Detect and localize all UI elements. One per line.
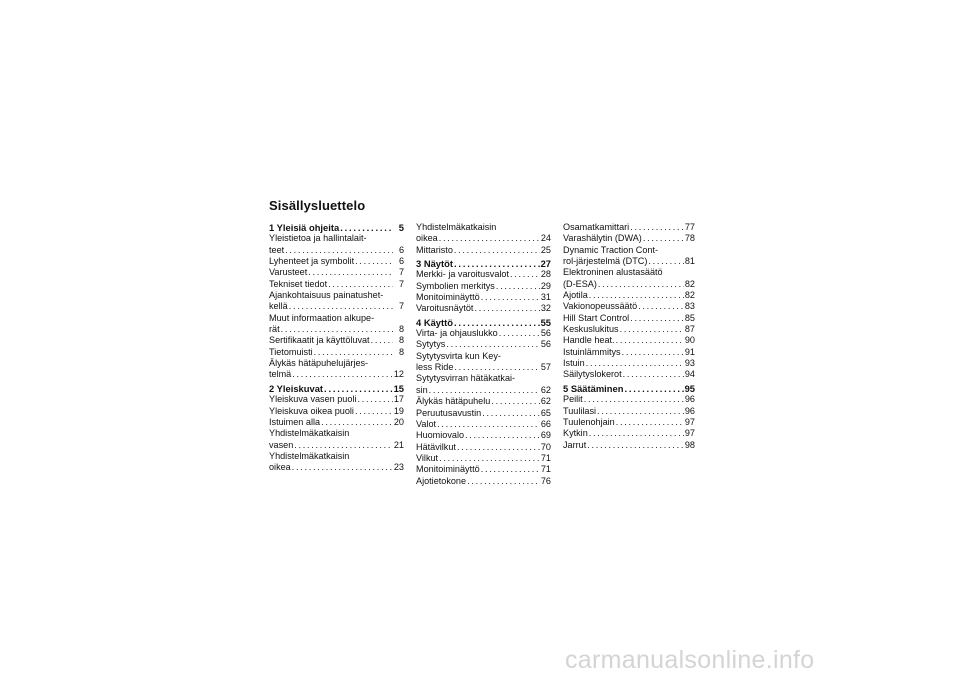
toc-entry-title: Peilit [563,394,583,405]
toc-entry-title: Jarrut [563,439,587,450]
dot-leader [340,222,393,233]
toc-page-number: 21 [393,439,404,450]
toc-entry[interactable] [269,406,404,417]
toc-entry[interactable] [563,369,695,380]
toc-page-number: 55 [540,316,551,328]
toc-entry[interactable] [416,328,551,339]
toc-entry-title: Keskuslukitus [563,324,619,335]
toc-page-number: 76 [540,475,551,486]
toc-entry-title: Tekniset tiedot [269,278,328,289]
dot-leader [496,281,540,292]
toc-chapter-entry[interactable] [563,383,695,394]
toc-entry[interactable] [269,267,404,278]
toc-entry[interactable] [563,428,695,439]
toc-entry[interactable] [563,406,695,417]
toc-entry[interactable] [563,301,695,312]
toc-page-number: 29 [540,280,551,291]
dot-leader [630,313,684,324]
toc-entry[interactable] [563,347,695,358]
dot-leader [481,464,540,475]
toc-page-number: 28 [540,269,551,280]
toc-entry-title: Tuulenohjain [563,416,615,427]
dot-leader [454,258,540,269]
toc-chapter-entry[interactable] [269,383,404,394]
toc-entry-title: sin [416,384,428,395]
toc-entry-title: (D-ESA) [563,278,597,289]
toc-entry[interactable] [416,339,551,350]
toc-entry[interactable] [269,417,404,428]
toc-entry-title: Sytytysvirran hätäkatkai- [416,373,516,384]
toc-page-number: 97 [684,428,695,439]
toc-page-number: 81 [684,256,695,267]
toc-page-number: 5 [398,222,404,233]
toc-entry-title: 3 Näytöt [416,258,453,270]
dot-leader [638,301,684,312]
toc-entry[interactable] [416,281,551,292]
toc-entry-title: Handle heat. [563,335,615,346]
toc-entry[interactable] [269,335,404,346]
toc-entry-title: teet [269,244,285,255]
toc-entry-title: Sytytysvirta kun Key- [416,350,501,361]
toc-entry-title: Huomiovalo [416,430,465,441]
toc-entry-title: Yleiskuva oikea puoli [269,405,354,416]
toc-entry[interactable] [416,303,551,314]
toc-page-number: 7 [398,267,404,278]
dot-leader [465,430,540,441]
toc-page-number: 69 [540,430,551,441]
toc-entry[interactable] [269,358,404,381]
toc-entry-title: Sytytys [416,339,446,350]
dot-leader [481,292,540,303]
toc-entry[interactable] [563,358,695,369]
toc-entry-title: Älykäs hätäpuhelu [416,396,491,407]
dot-leader [454,317,540,328]
toc-entry[interactable] [563,417,695,428]
dot-leader [328,279,393,290]
toc-page-number: 77 [684,222,695,232]
toc-page-number: 7 [398,301,404,312]
toc-entry[interactable] [269,451,404,474]
toc-page-number: 66 [540,418,551,429]
toc-entry-title: Merkki- ja varoitusvalot [416,269,509,280]
toc-page-number: 17 [393,394,404,405]
toc-entry-title: Yleiskuva vasen puoli [269,394,357,405]
toc-entry[interactable] [416,396,551,407]
toc-entry-title: Älykäs hätäpuhelujärjes- [269,358,369,369]
toc-page-number: 15 [393,382,404,394]
toc-entry-title: Lyhenteet ja symbolit [269,256,355,267]
toc-entry[interactable] [563,267,695,290]
toc-entry[interactable] [416,453,551,464]
toc-page-number: 62 [540,396,551,407]
toc-entry-title: Peruutusavustin [416,407,482,418]
dot-leader [292,369,393,380]
toc-page-number: 8 [398,346,404,357]
toc-entry-title: Hill Start Control [563,312,630,323]
toc-entry[interactable] [563,245,695,268]
toc-entry-title: Elektroninen alustasäätö [563,267,663,278]
toc-page-number: 8 [398,335,404,346]
toc-entry[interactable] [563,222,695,233]
toc-entry-title: oikea [269,462,291,473]
toc-entry-title: telmä [269,369,292,380]
toc-entry[interactable] [269,279,404,290]
toc-entry[interactable] [416,430,551,441]
dot-leader [587,440,684,451]
dot-leader [324,383,393,394]
toc-entry[interactable] [269,394,404,405]
toc-entry-title: Monitoiminäyttö [416,464,480,475]
dot-leader [616,417,684,428]
dot-leader [499,328,540,339]
toc-entry-title: Tietomuisti [269,346,313,357]
toc-entry-title: Ajankohtaisuus painatushet- [269,290,384,301]
toc-page-number: 96 [684,405,695,416]
dot-leader [429,385,540,396]
dot-leader [474,303,539,314]
toc-page-number: 70 [540,441,551,452]
toc-entry[interactable] [269,233,404,256]
toc-entry-title: Valot [416,418,437,429]
dot-leader [586,358,684,369]
toc-entry[interactable] [269,256,404,267]
toc-entry[interactable] [416,442,551,453]
toc-entry-title: Säilytyslokerot [563,369,622,380]
dot-leader [491,396,540,407]
toc-page-number: 87 [684,324,695,335]
toc-page-number: 27 [540,258,551,270]
toc-entry-title: Vakionopeussäätö [563,301,638,312]
toc-entry-title: 5 Säätäminen [563,382,624,394]
toc-entry[interactable] [563,233,695,244]
toc-entry-title: Osamatkamittari [563,222,630,232]
toc-page-number: 90 [684,335,695,346]
dot-leader [597,406,684,417]
toc-entry-title: Mittaristo [416,244,453,255]
dot-leader [616,335,684,346]
toc-entry[interactable] [416,292,551,303]
toc-entry-title: Varashälytin (DWA) [563,233,642,244]
toc-entry-title: kellä [269,301,288,312]
toc-page-number: 78 [684,233,695,244]
toc-page-number: 19 [393,405,404,416]
toc-entry-title: Varusteet [269,267,308,278]
dot-leader [314,347,393,358]
toc-entry[interactable] [563,335,695,346]
dot-leader [589,428,684,439]
dot-leader [454,362,539,373]
toc-chapter-entry[interactable] [416,317,551,328]
toc-entry-title: 1 Yleisiä ohjeita [269,222,340,233]
dot-leader [437,419,540,430]
toc-entry-title: Yhdistelmäkatkaisin [269,450,350,461]
dot-leader [357,394,392,405]
toc-entry-title: Virta- ja ohjauslukko [416,328,498,339]
toc-entry[interactable] [416,351,551,374]
toc-page-number: 23 [393,462,404,473]
toc-entry-title: Yleistietoa ja hallintalait- [269,233,367,244]
dot-leader [620,324,684,335]
dot-leader [643,233,684,244]
dot-leader [467,476,540,487]
toc-page-number: 95 [684,382,695,394]
toc-column-2 [416,222,551,487]
toc-entry-title: Istuimen alla [269,416,321,427]
dot-leader [598,279,684,290]
toc-page-number: 6 [398,244,404,255]
toc-entry-title: Monitoiminäyttö [416,292,480,303]
dot-leader [285,245,393,256]
toc-page-number: 71 [540,452,551,463]
dot-leader [292,462,393,473]
toc-page-number: 6 [398,256,404,267]
toc-entry[interactable] [416,476,551,487]
toc-page-number: 97 [684,416,695,427]
watermark-text: carmanualsonline.info [565,646,815,674]
toc-entry[interactable] [416,222,551,245]
toc-entry-title: 2 Yleiskuvat [269,382,324,394]
toc-page-number: 32 [540,303,551,314]
toc-entry-title: Muut informaation alkupe- [269,312,375,323]
toc-page-number: 57 [540,362,551,373]
toc-entry-title: rol-järjestelmä (DTC) [563,256,648,267]
dot-leader [289,301,393,312]
dot-leader [454,245,540,256]
toc-page-number: 20 [393,416,404,427]
dot-leader [439,233,540,244]
toc-entry[interactable] [416,269,551,280]
toc-page-number: 82 [684,278,695,289]
dot-leader [648,256,684,267]
toc-entry-title: Hätävilkut [416,441,456,452]
toc-page-number: 83 [684,301,695,312]
toc-entry[interactable] [416,245,551,256]
toc-entry[interactable] [416,464,551,475]
toc-entry-title: Istuinlämmitys [563,346,621,357]
dot-leader [355,256,393,267]
toc-chapter-entry[interactable] [269,222,404,233]
toc-page-number: 24 [540,233,551,244]
toc-page-number: 96 [684,394,695,405]
toc-entry-title: vasen [269,439,294,450]
toc-entry[interactable] [563,313,695,324]
toc-page-number: 91 [684,346,695,357]
toc-page-number: 94 [684,369,695,380]
dot-leader [355,406,393,417]
toc-entry-title: Symbolien merkitys [416,280,495,291]
toc-entry-title: oikea [416,233,438,244]
toc-entry[interactable] [269,290,404,313]
toc-page-number: 31 [540,292,551,303]
toc-entry-title: rät [269,324,280,335]
toc-entry-title: less Ride [416,362,454,373]
page-title: Sisällysluettelo [269,198,366,213]
toc-entry-title: Kytkin [563,428,588,439]
dot-leader [623,369,684,380]
toc-entry-title: Sertifikaatit ja käyttöluvat [269,335,370,346]
toc-page-number: 71 [540,464,551,475]
toc-page-number: 7 [398,278,404,289]
dot-leader [308,267,393,278]
toc-chapter-entry[interactable] [416,258,551,269]
toc-entry-title: Tuulilasi [563,405,597,416]
dot-leader [482,408,540,419]
toc-page-number: 85 [684,312,695,323]
dot-leader [584,394,684,405]
toc-entry-title: Ajotietokone [416,475,467,486]
toc-page-number: 82 [684,290,695,301]
dot-leader [457,442,540,453]
toc-entry[interactable] [416,419,551,430]
toc-page-number: 56 [540,328,551,339]
toc-entry-title: Vilkut [416,452,439,463]
dot-leader [630,222,684,233]
toc-page-number: 12 [393,369,404,380]
toc-entry-title: Istuin [563,358,585,369]
toc-entry[interactable] [269,428,404,451]
toc-entry-title: Varoitusnäytöt [416,303,474,314]
dot-leader [624,383,683,394]
toc-entry[interactable] [416,373,551,396]
toc-page-number: 56 [540,339,551,350]
toc-entry[interactable] [563,440,695,451]
toc-page-number: 93 [684,358,695,369]
dot-leader [321,417,393,428]
toc-entry[interactable] [269,347,404,358]
dot-leader [622,347,684,358]
toc-entry[interactable] [563,290,695,301]
toc-entry[interactable] [416,408,551,419]
toc-entry-title: Dynamic Traction Cont- [563,244,659,255]
dot-leader [371,335,393,346]
toc-entry-title: Yhdistelmäkatkaisin [269,428,350,439]
toc-entry-title: 4 Käyttö [416,316,453,328]
toc-entry-title: Yhdistelmäkatkaisin [416,222,497,232]
toc-entry[interactable] [563,324,695,335]
toc-page-number: 65 [540,407,551,418]
toc-column-1 [269,222,404,474]
dot-leader [446,339,540,350]
dot-leader [439,453,540,464]
dot-leader [281,324,393,335]
dot-leader [294,440,393,451]
toc-entry[interactable] [563,394,695,405]
toc-column-3 [563,222,695,451]
toc-page-number: 62 [540,384,551,395]
toc-entry[interactable] [269,313,404,336]
toc-page-number: 25 [540,244,551,255]
dot-leader [510,269,540,280]
toc-entry-title: Ajotila [563,290,588,301]
toc-page-number: 98 [684,439,695,450]
toc-page-number: 8 [398,324,404,335]
dot-leader [589,290,684,301]
